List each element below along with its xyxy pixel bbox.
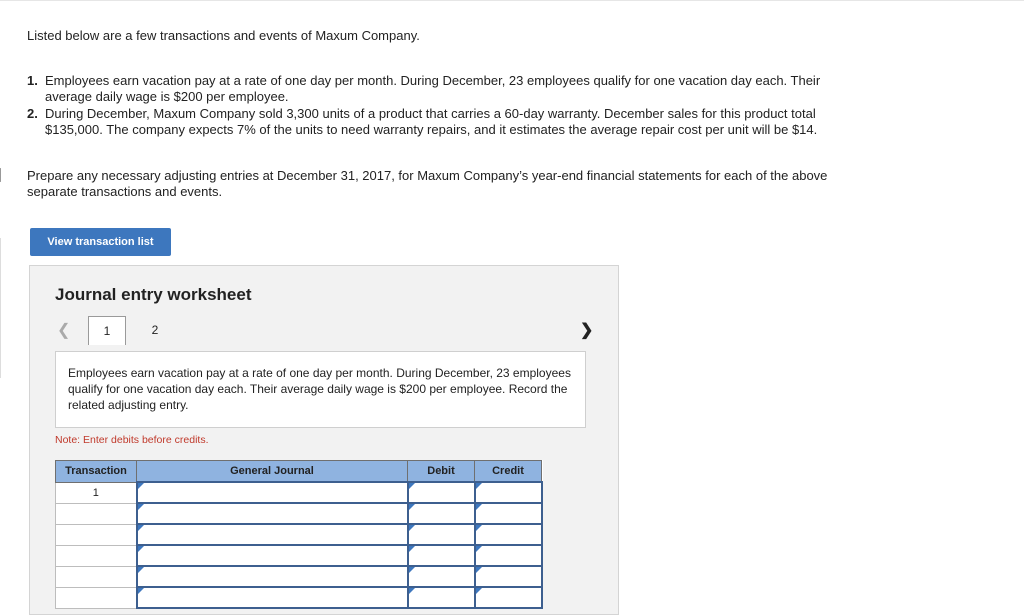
account-input[interactable] [137, 587, 408, 608]
debit-input[interactable] [408, 587, 475, 608]
header-debit: Debit [408, 461, 475, 483]
tab-2[interactable]: 2 [151, 323, 159, 337]
transaction-number: 1 [56, 482, 137, 503]
account-input[interactable] [137, 566, 408, 587]
table-row [56, 503, 542, 524]
account-input[interactable] [137, 524, 408, 545]
transaction-number [56, 524, 137, 545]
debit-credit-note: Note: Enter debits before credits. [55, 434, 209, 446]
chevron-right-icon[interactable]: ❯ [580, 322, 594, 339]
journal-table [55, 460, 543, 609]
credit-input[interactable] [475, 545, 542, 566]
table-row [56, 482, 542, 503]
header-credit: Credit [475, 461, 542, 483]
worksheet-title: Journal entry worksheet [55, 285, 252, 304]
credit-input[interactable] [475, 587, 542, 608]
chevron-left-icon[interactable]: ❮ [57, 322, 71, 339]
transaction-list [27, 73, 867, 139]
entry-description: Employees earn vacation pay at a rate of one day per month. During December, 23 employees qualify for one vacation day each. Their average daily wage is $200 per employee. Record the related adjusting entry. [55, 351, 586, 428]
item-text: Employees earn vacation pay at a rate of one day per month. During December, 23 employees qualify for one vacation day each. Their average daily wage is $200 per employee. [45, 73, 821, 104]
transaction-number [56, 503, 137, 524]
left-edge-marker [0, 168, 4, 182]
transaction-number [56, 587, 137, 608]
transaction-number [56, 545, 137, 566]
table-header-row [56, 461, 542, 483]
item-text: During December, Maxum Company sold 3,300 units of a product that carries a 60-day warranty. December sales for this product total $135,000. The company expects 7% of the units to need warranty repairs, and it estimates the average repair cost per unit will be $14. [45, 106, 818, 137]
credit-input[interactable] [475, 482, 542, 503]
item-number: 1. [27, 73, 38, 88]
header-transaction: Transaction [56, 461, 137, 483]
debit-input[interactable] [408, 503, 475, 524]
account-input[interactable] [137, 503, 408, 524]
debit-input[interactable] [408, 545, 475, 566]
table-row [56, 587, 542, 608]
list-item [27, 106, 867, 138]
table-row [56, 566, 542, 587]
journal-entry-worksheet [29, 265, 619, 615]
left-edge-line [0, 238, 1, 378]
top-divider [0, 0, 1024, 1]
transaction-number [56, 566, 137, 587]
list-item [27, 73, 867, 105]
account-input[interactable] [137, 482, 408, 503]
debit-input[interactable] [408, 482, 475, 503]
view-transaction-list-button[interactable]: View transaction list [30, 228, 171, 256]
credit-input[interactable] [475, 566, 542, 587]
intro-text: Listed below are a few transactions and events of Maxum Company. [27, 28, 420, 43]
credit-input[interactable] [475, 503, 542, 524]
credit-input[interactable] [475, 524, 542, 545]
header-general-journal: General Journal [137, 461, 408, 483]
debit-input[interactable] [408, 566, 475, 587]
item-number: 2. [27, 106, 38, 121]
instructions-text: Prepare any necessary adjusting entries at December 31, 2017, for Maxum Company’s year-end financial statements for each of the above separate transactions and events. [27, 168, 828, 199]
table-row [56, 545, 542, 566]
tab-1[interactable]: 1 [88, 316, 126, 345]
debit-input[interactable] [408, 524, 475, 545]
table-row [56, 524, 542, 545]
account-input[interactable] [137, 545, 408, 566]
